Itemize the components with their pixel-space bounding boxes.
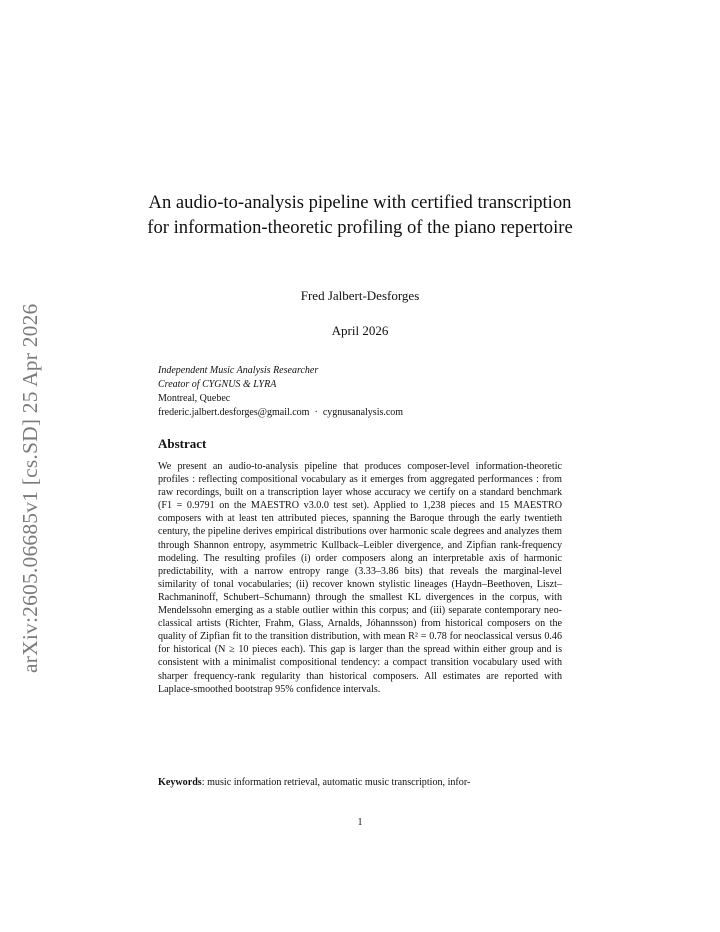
publication-date: April 2026 bbox=[331, 323, 389, 338]
author-website[interactable]: cygnusanalysis.com bbox=[322, 407, 404, 418]
contact-separator: · bbox=[314, 407, 318, 418]
keywords-text: : music information retrieval, automatic music transcription, infor- bbox=[201, 777, 471, 788]
keywords-line bbox=[158, 776, 578, 789]
author-name: Fred Jalbert-Desforges bbox=[300, 288, 420, 303]
abstract-text: We present an audio-to-analysis pipeline that produces composer-level information-theoretic profiles : reflecting compositional vocabulary as it emerges from aggregated performances : from raw recordings, built on a transcription layer whose accuracy we certify on a standard benchmark (F1 = 0.9791 on the MAESTRO v3.0.0 test set). Applied to 1,238 pieces and 15 MAESTRO composers with at least ten attributed pieces, spanning the Baroque through the early twentieth century, the pipeline derives empirical distributions over harmonic scale degrees and analyzes them through Shannon entropy, asymmetric Kullback–Leibler divergence, and Zipfian rank-frequency modeling. The resulting profiles (i) order composers along an interpretable axis of harmonic predictability, with a narrow entropy range (3.33–3.86 bits) that reveals the marginal-level similarity of tonal vocabularies; (ii) recover known stylistic lineages (Haydn–Beethoven, Liszt–Rachmaninoff, Schubert–Schumann) through the smallest KL divergences in the corpus, with Mendelssohn emerging as a stable outlier within this corpus; and (iii) separate contemporary neo-classical artists (Richter, Frahm, Glass, Arnalds, Jóhannsson) from historical composers on the quality of Zipfian fit to the transition distribution, with mean R² = 0.78 for neoclassical versus 0.46 for historical (N ≥ 10 pieces each). This gap is larger than the spread within either group and is consistent with a minimalist compositional tendency: a compact transition vocabulary used with sharper frequency-rank regularity than historical composers. All estimates are reported with Laplace-smoothed bootstrap 95% confidence intervals. bbox=[158, 461, 562, 695]
affiliation-creator: Creator of CYGNUS & LYRA bbox=[158, 379, 277, 390]
paper-title: An audio-to-analysis pipeline with certified transcription for information-theoretic profiling of the piano repertoire bbox=[147, 192, 573, 238]
affiliation-role: Independent Music Analysis Researcher bbox=[158, 365, 319, 376]
affiliation-location: Montreal, Quebec bbox=[158, 393, 231, 404]
author-email[interactable]: frederic.jalbert.desforges@gmail.com bbox=[158, 407, 310, 418]
affiliation-contact bbox=[158, 406, 578, 420]
page-number: 1 bbox=[357, 817, 363, 828]
arxiv-identifier-stamp: arXiv:2605.06685v1 [cs.SD] 25 Apr 2026 bbox=[18, 303, 42, 673]
affiliation-block bbox=[158, 364, 578, 420]
abstract-heading: Abstract bbox=[158, 436, 207, 451]
keywords-label: Keywords bbox=[158, 777, 202, 788]
